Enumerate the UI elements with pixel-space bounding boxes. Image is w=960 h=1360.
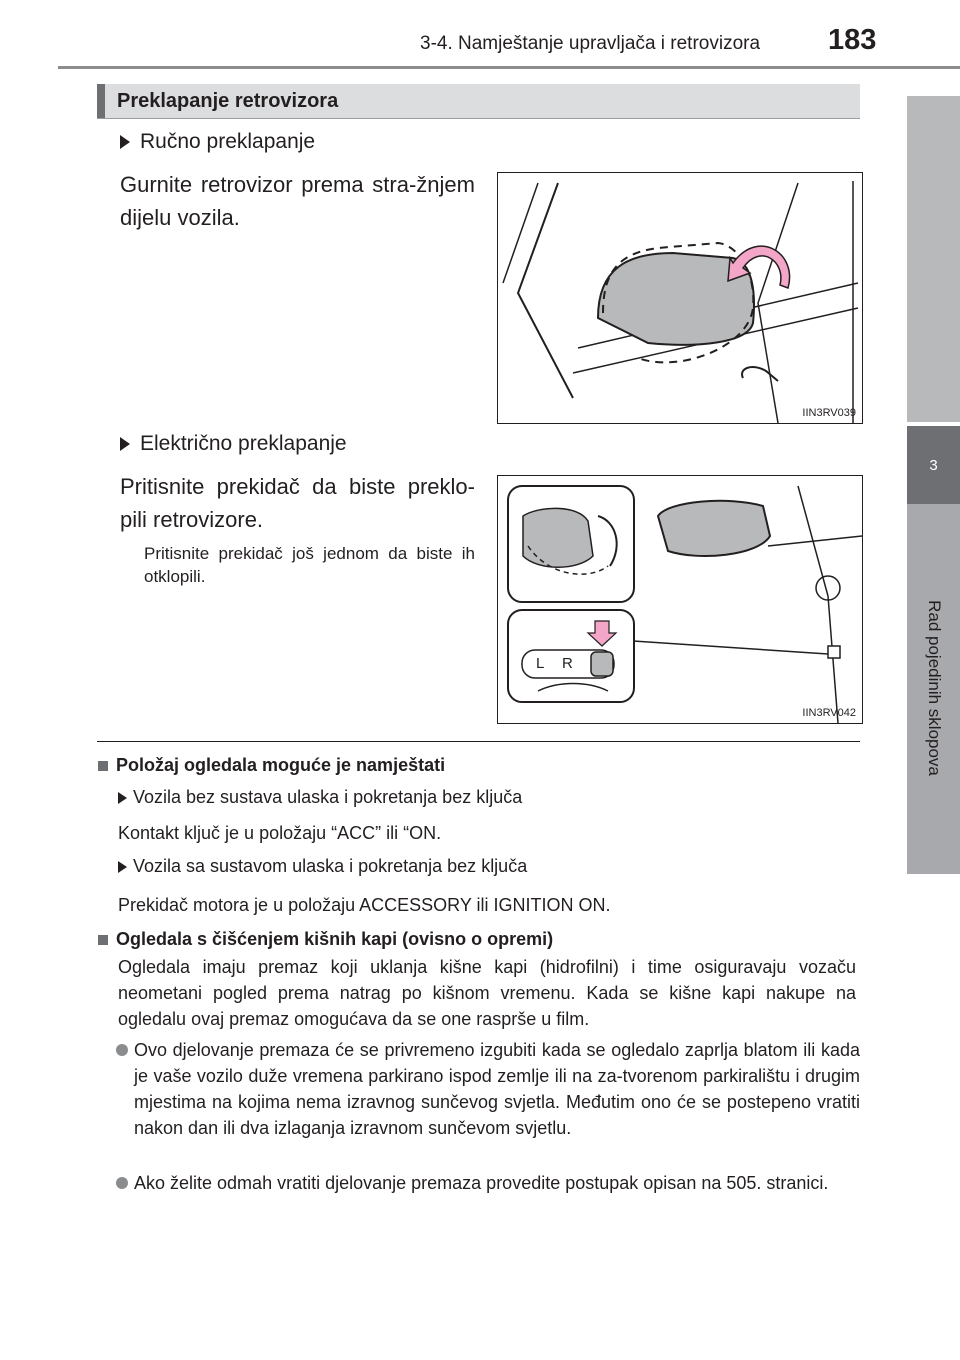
section-title: Preklapanje retrovizora <box>117 90 339 112</box>
electric-fold-figure-code: IIN3RV042 <box>802 707 856 719</box>
electric-fold-figure <box>497 475 863 724</box>
adjust-item2-head <box>118 856 527 877</box>
manual-fold-figure <box>497 172 863 424</box>
switch-right-label: R <box>562 655 573 672</box>
rain-mirrors-heading-text: Ogledala s čišćenjem kišnih kapi (ovisno o opremi) <box>116 929 554 949</box>
square-bullet-icon <box>98 935 108 945</box>
header-rule <box>58 66 960 69</box>
triangle-bullet-icon <box>120 437 130 451</box>
side-tab-top <box>907 96 960 422</box>
rain-mirrors-dot2-text: Ako želite odmah vratiti djelovanje premaza provedite postupak opisan na 505. stranici. <box>134 1173 829 1193</box>
triangle-bullet-icon <box>120 135 130 149</box>
electric-fold-text: Pritisnite prekidač da biste preklo-pili retrovizore. <box>120 474 475 532</box>
rain-mirrors-dot2 <box>116 1170 860 1196</box>
adjust-item1-text: Kontakt ključ je u položaju “ACC” ili “ON. <box>118 823 442 843</box>
rain-mirrors-dot1-text: Ovo djelovanje premaza će se privremeno izgubiti kada se ogledalo zaprlja blatom ili kada je vaše vozilo duže vremena parkirano ispod zemlje ili na za-tvorenom parkiralištu i drugim mjestima na kojima nema izravnog sunčevog svjetla. Međutim ono će se postepeno vratiti nakon dan ili dva izlaganja izravnom sunčevom svjetlu. <box>134 1040 860 1138</box>
adjust-item2-text: Prekidač motora je u položaju ACCESSORY ili IGNITION ON. <box>118 895 611 915</box>
adjust-position-heading <box>98 755 445 776</box>
electric-fold-note: Pritisnite prekidač još jednom da biste ih otklopili. <box>144 544 475 586</box>
rain-mirrors-dot1 <box>116 1037 860 1141</box>
chapter-title: Rad pojedinih sklopova <box>925 600 944 776</box>
circle-bullet-icon <box>116 1177 128 1189</box>
adjust-item2-head-text: Vozila sa sustavom ulaska i pokretanja bez ključa <box>133 856 528 876</box>
circle-bullet-icon <box>116 1044 128 1056</box>
mirror-electric-illustration <box>498 476 862 723</box>
page-number: 183 <box>828 24 877 56</box>
square-bullet-icon <box>98 761 108 771</box>
rain-mirrors-heading <box>98 929 553 950</box>
manual-fold-text: Gurnite retrovizor prema stra-žnjem dijelu vozila. <box>120 172 475 230</box>
triangle-bullet-icon <box>118 792 127 804</box>
rain-mirrors-text: Ogledala imaju premaz koji uklanja kišne kapi (hidrofilni) i time osiguravaju vozaču neometani pogled prema natrag po kišnom vremenu. Kada se kišne kapi nakupe na ogledalu ovaj premaz omogućava da se one raspršе u film. <box>118 957 856 1029</box>
adjust-item1-head-text: Vozila bez sustava ulaska i pokretanja bez ključa <box>133 787 523 807</box>
separator-rule <box>97 741 860 742</box>
manual-fold-heading <box>120 130 315 154</box>
section-bar-accent <box>97 84 105 118</box>
manual-fold-figure-code: IIN3RV039 <box>802 407 856 419</box>
section-rule <box>97 118 860 119</box>
mirror-manual-illustration <box>498 173 862 423</box>
switch-left-label: L <box>536 655 545 672</box>
manual-fold-heading-text: Ručno preklapanje <box>140 130 316 153</box>
header-title: 3-4. Namještanje upravljača i retrovizora <box>420 33 761 54</box>
adjust-position-heading-text: Položaj ogledala moguće je namještati <box>116 755 446 775</box>
chapter-number: 3 <box>907 426 960 504</box>
adjust-item1-head <box>118 787 522 808</box>
electric-fold-heading <box>120 432 347 456</box>
electric-fold-heading-text: Električno preklapanje <box>140 432 347 455</box>
triangle-bullet-icon <box>118 861 127 873</box>
